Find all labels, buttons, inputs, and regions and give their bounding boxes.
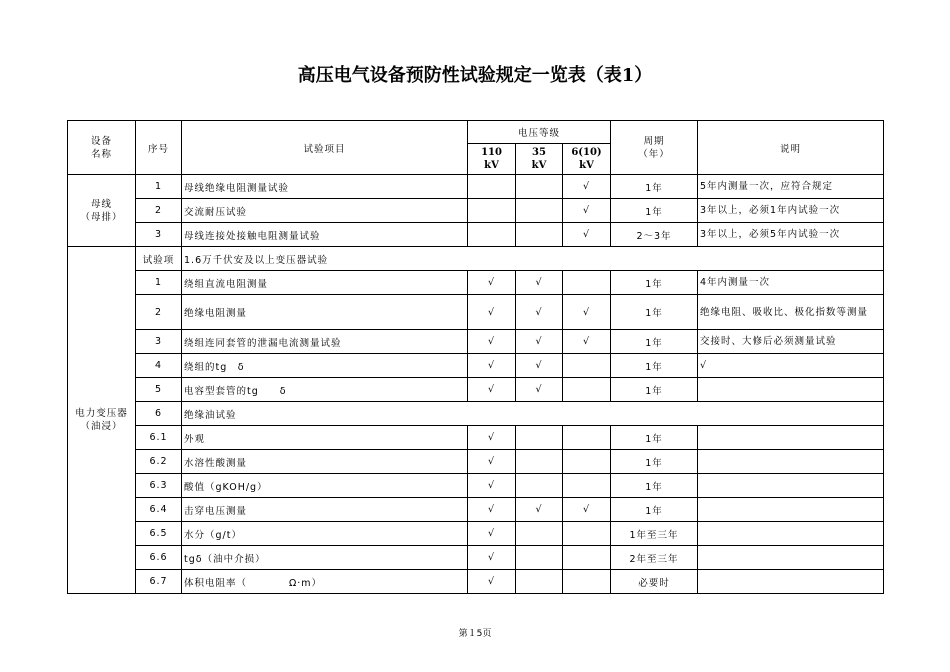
row-note — [698, 546, 884, 570]
row-cycle: 1年 — [611, 498, 698, 522]
check-110kv: √ — [468, 426, 516, 450]
row-note: 绝缘电阻、吸收比、极化指数等测量 — [698, 295, 884, 330]
device-name: 母线 （母排） — [68, 175, 136, 247]
check-6kv — [563, 522, 611, 546]
row-item: 1.6万千伏安及以上变压器试验 — [182, 247, 884, 271]
row-item: 酸值（gKOH/g） — [182, 474, 468, 498]
check-35kv — [516, 570, 563, 594]
header-cycle: 周期 （年） — [611, 121, 698, 175]
section-intro-row — [68, 247, 884, 271]
row-no: 6.6 — [136, 546, 182, 570]
check-110kv — [468, 199, 516, 223]
table-row — [68, 354, 884, 378]
check-6kv: √ — [563, 498, 611, 522]
check-110kv: √ — [468, 378, 516, 402]
row-item: 母线绝缘电阻测量试验 — [182, 175, 468, 199]
table-row — [68, 223, 884, 247]
row-item: 击穿电压测量 — [182, 498, 468, 522]
table-row — [68, 199, 884, 223]
table-row — [68, 474, 884, 498]
row-no: 6.2 — [136, 450, 182, 474]
header-device: 设备 名称 — [68, 121, 136, 175]
row-cycle: 2～3年 — [611, 223, 698, 247]
row-item: 水溶性酸测量 — [182, 450, 468, 474]
row-cycle: 1年 — [611, 450, 698, 474]
check-6kv: √ — [563, 295, 611, 330]
row-note: 3年以上，必须1年内试验一次 — [698, 199, 884, 223]
check-110kv: √ — [468, 295, 516, 330]
check-110kv — [468, 175, 516, 199]
header-35kv: 35 kV — [516, 144, 563, 175]
row-cycle: 1年至三年 — [611, 522, 698, 546]
check-35kv: √ — [516, 295, 563, 330]
row-item: 体积电阻率（ Ω·m） — [182, 570, 468, 594]
check-6kv — [563, 474, 611, 498]
row-no: 2 — [136, 199, 182, 223]
check-110kv: √ — [468, 330, 516, 354]
row-cycle: 1年 — [611, 426, 698, 450]
check-6kv — [563, 570, 611, 594]
row-item: 外观 — [182, 426, 468, 450]
row-cycle: 1年 — [611, 295, 698, 330]
check-6kv — [563, 450, 611, 474]
table-row — [68, 498, 884, 522]
page-title: 高压电气设备预防性试验规定一览表（表1） — [297, 65, 653, 86]
check-6kv — [563, 546, 611, 570]
page-number: 第１5页 — [458, 629, 492, 639]
row-no: 6 — [136, 402, 182, 426]
check-6kv — [563, 378, 611, 402]
check-110kv: √ — [468, 522, 516, 546]
check-110kv: √ — [468, 498, 516, 522]
row-item: 绝缘油试验 — [182, 402, 884, 426]
row-note — [698, 378, 884, 402]
row-no: 3 — [136, 330, 182, 354]
row-cycle: 1年 — [611, 199, 698, 223]
row-note — [698, 450, 884, 474]
row-no: 3 — [136, 223, 182, 247]
check-6kv: √ — [563, 199, 611, 223]
check-35kv — [516, 522, 563, 546]
row-no: 4 — [136, 354, 182, 378]
table-row — [68, 330, 884, 354]
check-6kv: √ — [563, 330, 611, 354]
check-110kv: √ — [468, 450, 516, 474]
row-note — [698, 426, 884, 450]
header-item: 试验项目 — [182, 121, 468, 175]
row-cycle: 1年 — [611, 474, 698, 498]
table-row — [68, 546, 884, 570]
check-35kv: √ — [516, 271, 563, 295]
check-35kv — [516, 474, 563, 498]
row-item: 绕组直流电阻测量 — [182, 271, 468, 295]
table-row — [68, 402, 884, 426]
row-cycle: 1年 — [611, 378, 698, 402]
row-no: 6.5 — [136, 522, 182, 546]
row-no: 试验项 — [136, 247, 182, 271]
row-no: 2 — [136, 295, 182, 330]
row-item: 绝缘电阻测量 — [182, 295, 468, 330]
check-35kv — [516, 223, 563, 247]
row-no: 1 — [136, 271, 182, 295]
row-item: 绕组的tg δ — [182, 354, 468, 378]
row-note: 4年内测量一次 — [698, 271, 884, 295]
row-note: 3年以上，必须5年内试验一次 — [698, 223, 884, 247]
check-35kv: √ — [516, 330, 563, 354]
check-110kv: √ — [468, 474, 516, 498]
row-cycle: 1年 — [611, 354, 698, 378]
row-note: 5年内测量一次，应符合规定 — [698, 175, 884, 199]
row-item: 母线连接处接触电阻测量试验 — [182, 223, 468, 247]
row-item: 电容型套管的tg δ — [182, 378, 468, 402]
check-110kv — [468, 223, 516, 247]
check-35kv: √ — [516, 354, 563, 378]
row-note: √ — [698, 354, 884, 378]
table-row — [68, 378, 884, 402]
check-6kv: √ — [563, 223, 611, 247]
row-no: 6.3 — [136, 474, 182, 498]
check-35kv: √ — [516, 378, 563, 402]
row-note — [698, 474, 884, 498]
check-6kv — [563, 426, 611, 450]
row-note — [698, 570, 884, 594]
row-no: 6.1 — [136, 426, 182, 450]
row-item: 水分（g/t） — [182, 522, 468, 546]
table-row — [68, 295, 884, 330]
table-row — [68, 450, 884, 474]
check-110kv: √ — [468, 570, 516, 594]
header-note: 说明 — [698, 121, 884, 175]
row-cycle: 2年至三年 — [611, 546, 698, 570]
row-note: 交接时、大修后必须测量试验 — [698, 330, 884, 354]
row-cycle: 1年 — [611, 330, 698, 354]
check-6kv — [563, 271, 611, 295]
header-voltage: 电压等级 — [468, 121, 611, 144]
header-6kv: 6(10) kV — [563, 144, 611, 175]
row-note — [698, 498, 884, 522]
test-table — [67, 120, 884, 594]
table-row — [68, 426, 884, 450]
row-no: 5 — [136, 378, 182, 402]
check-35kv — [516, 175, 563, 199]
row-cycle: 必要时 — [611, 570, 698, 594]
check-110kv: √ — [468, 546, 516, 570]
check-35kv — [516, 450, 563, 474]
row-item: tgδ（油中介损） — [182, 546, 468, 570]
row-item: 交流耐压试验 — [182, 199, 468, 223]
row-cycle: 1年 — [611, 271, 698, 295]
row-no: 6.4 — [136, 498, 182, 522]
check-110kv: √ — [468, 354, 516, 378]
row-cycle: 1年 — [611, 175, 698, 199]
table-row — [68, 271, 884, 295]
check-35kv — [516, 199, 563, 223]
check-110kv: √ — [468, 271, 516, 295]
check-35kv: √ — [516, 498, 563, 522]
check-6kv: √ — [563, 175, 611, 199]
table-row — [68, 175, 884, 199]
table-row — [68, 522, 884, 546]
check-35kv — [516, 546, 563, 570]
header-110kv: 110 kV — [468, 144, 516, 175]
row-no: 6.7 — [136, 570, 182, 594]
row-no: 1 — [136, 175, 182, 199]
row-note — [698, 522, 884, 546]
check-35kv — [516, 426, 563, 450]
table-row — [68, 570, 884, 594]
header-no: 序号 — [136, 121, 182, 175]
device-name: 电力变压器 （油浸） — [68, 247, 136, 594]
check-6kv — [563, 354, 611, 378]
row-item: 绕组连同套管的泄漏电流测量试验 — [182, 330, 468, 354]
